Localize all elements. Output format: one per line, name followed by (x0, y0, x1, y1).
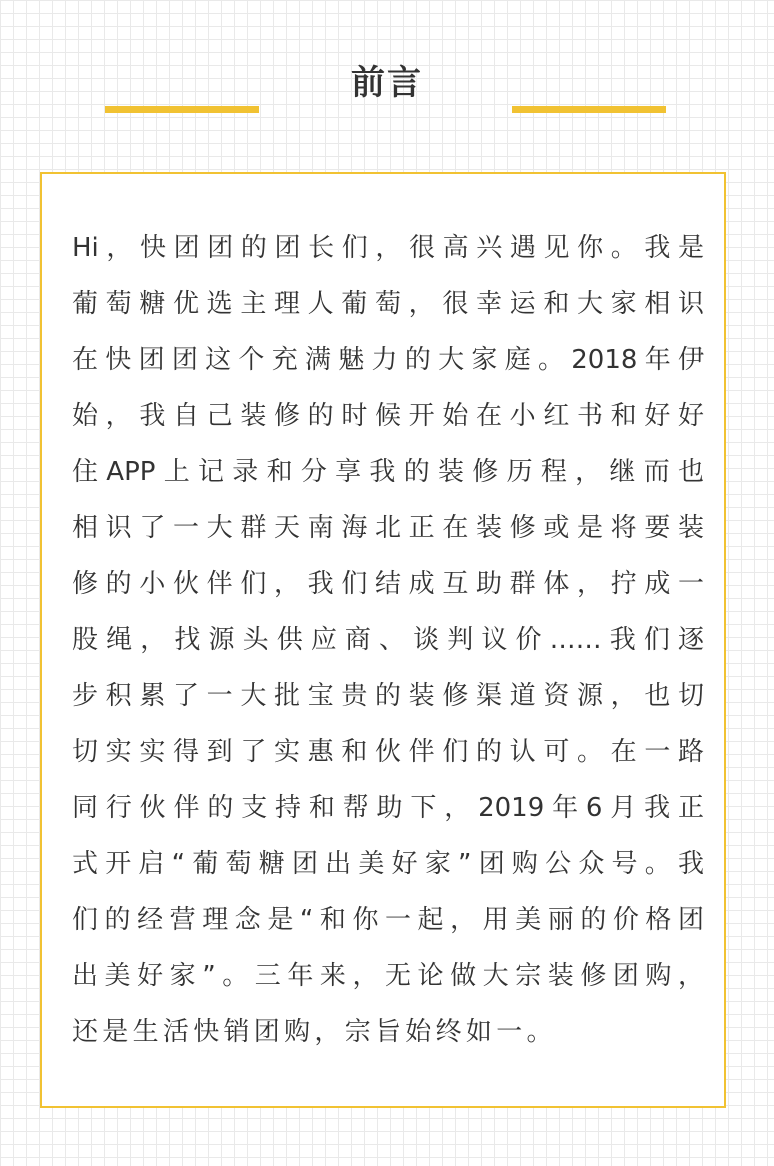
text-line: 还是生活快销团购，宗旨始终如一。 (72, 1017, 557, 1047)
text-line: 相识了一大群天南海北正在装修或是将要装 (72, 513, 704, 543)
title-decoration-right (512, 106, 666, 113)
text-line: 修的小伙伴们，我们结成互助群体，拧成一 (72, 569, 704, 599)
text-line: 步积累了一大批宝贵的装修渠道资源，也切 (72, 681, 704, 711)
text-line: Hi，快团团的团长们，很高兴遇见你。我是 (72, 233, 704, 263)
title-decoration-left (105, 106, 259, 113)
text-line: 同行伙伴的支持和帮助下，2019年6月我正 (72, 793, 704, 823)
text-line: 葡萄糖优选主理人葡萄，很幸运和大家相识 (72, 289, 704, 319)
text-line: 股绳，找源头供应商、谈判议价……我们逐 (72, 625, 704, 655)
text-line: 住APP上记录和分享我的装修历程，继而也 (72, 457, 704, 487)
page-title: 前言 (351, 63, 423, 103)
text-line: 始，我自己装修的时候开始在小红书和好好 (72, 401, 704, 431)
text-line: 出美好家”。三年来，无论做大宗装修团购， (72, 961, 704, 991)
text-line: 切实实得到了实惠和伙伴们的认可。在一路 (72, 737, 704, 767)
text-line: 式开启“葡萄糖团出美好家”团购公众号。我 (72, 849, 704, 879)
text-line: 们的经营理念是“和你一起，用美丽的价格团 (72, 905, 704, 935)
text-line: 在快团团这个充满魅力的大家庭。2018年伊 (72, 345, 704, 375)
